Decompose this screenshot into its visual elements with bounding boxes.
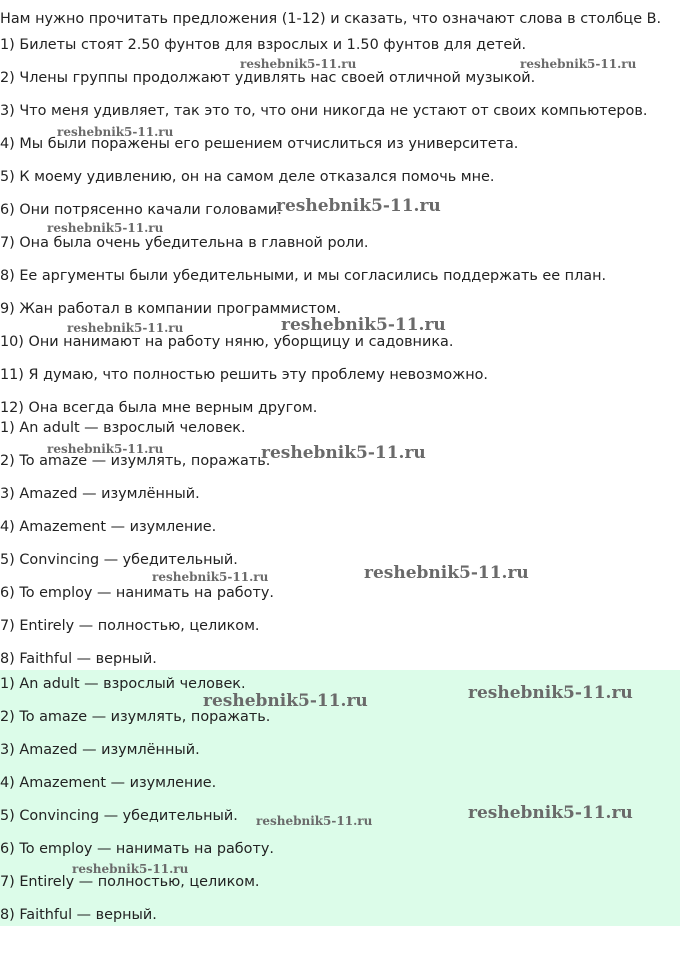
sentence-9: 9) Жан работал в компании программистом. — [0, 301, 342, 317]
answer-5: 5) Convincing — убедительный. — [0, 808, 238, 824]
definition-7: 7) Entirely — полностью, целиком. — [0, 618, 260, 634]
definition-8: 8) Faithful — верный. — [0, 651, 157, 667]
sentence-10: 10) Они нанимают на работу няню, уборщицу и садовника. — [0, 334, 454, 350]
watermark: reshebnik5-11.ru — [203, 691, 368, 711]
sentence-7: 7) Она была очень убедительна в главной роли. — [0, 235, 369, 251]
answer-1: 1) An adult — взрослый человек. — [0, 676, 246, 692]
answer-8: 8) Faithful — верный. — [0, 907, 157, 923]
sentence-3: 3) Что меня удивляет, так это то, что они никогда не устают от своих компьютеров. — [0, 103, 648, 119]
sentence-11: 11) Я думаю, что полностью решить эту проблему невозможно. — [0, 367, 488, 383]
watermark: reshebnik5-11.ru — [47, 442, 164, 456]
definition-3: 3) Amazed — изумлённый. — [0, 486, 200, 502]
sentence-5: 5) К моему удивлению, он на самом деле отказался помочь мне. — [0, 169, 495, 185]
sentence-8: 8) Ее аргументы были убедительными, и мы согласились поддержать ее план. — [0, 268, 607, 284]
watermark: reshebnik5-11.ru — [281, 315, 446, 335]
answer-4: 4) Amazement — изумление. — [0, 775, 217, 791]
sentence-6: 6) Они потрясенно качали головами. — [0, 202, 282, 218]
sentence-2: 2) Члены группы продолжают удивлять нас своей отличной музыкой. — [0, 70, 536, 86]
sentence-12: 12) Она всегда была мне верным другом. — [0, 400, 318, 416]
definition-6: 6) To employ — нанимать на работу. — [0, 585, 274, 601]
answer-2: 2) To amaze — изумлять, поражать. — [0, 709, 271, 725]
answer-6: 6) To employ — нанимать на работу. — [0, 841, 274, 857]
definition-5: 5) Convincing — убедительный. — [0, 552, 238, 568]
watermark: reshebnik5-11.ru — [47, 221, 164, 235]
answer-3: 3) Amazed — изумлённый. — [0, 742, 200, 758]
watermark: reshebnik5-11.ru — [57, 125, 174, 139]
watermark: reshebnik5-11.ru — [276, 196, 441, 216]
watermark: reshebnik5-11.ru — [240, 57, 357, 71]
sentence-1: 1) Билеты стоят 2.50 фунтов для взрослых и 1.50 фунтов для детей. — [0, 37, 527, 53]
watermark: reshebnik5-11.ru — [468, 803, 633, 823]
watermark: reshebnik5-11.ru — [67, 321, 184, 335]
watermark: reshebnik5-11.ru — [256, 814, 373, 828]
definition-2: 2) To amaze — изумлять, поражать. — [0, 453, 271, 469]
watermark: reshebnik5-11.ru — [468, 683, 633, 703]
definition-4: 4) Amazement — изумление. — [0, 519, 217, 535]
watermark: reshebnik5-11.ru — [364, 563, 529, 583]
intro-text: Нам нужно прочитать предложения (1-12) и сказать, что означают слова в столбце B. — [0, 11, 662, 27]
sentence-4: 4) Мы были поражены его решением отчислиться из университета. — [0, 136, 519, 152]
watermark: reshebnik5-11.ru — [152, 570, 269, 584]
watermark: reshebnik5-11.ru — [72, 862, 189, 876]
definition-1: 1) An adult — взрослый человек. — [0, 420, 246, 436]
answer-7: 7) Entirely — полностью, целиком. — [0, 874, 260, 890]
watermark: reshebnik5-11.ru — [520, 57, 637, 71]
watermark: reshebnik5-11.ru — [261, 443, 426, 463]
